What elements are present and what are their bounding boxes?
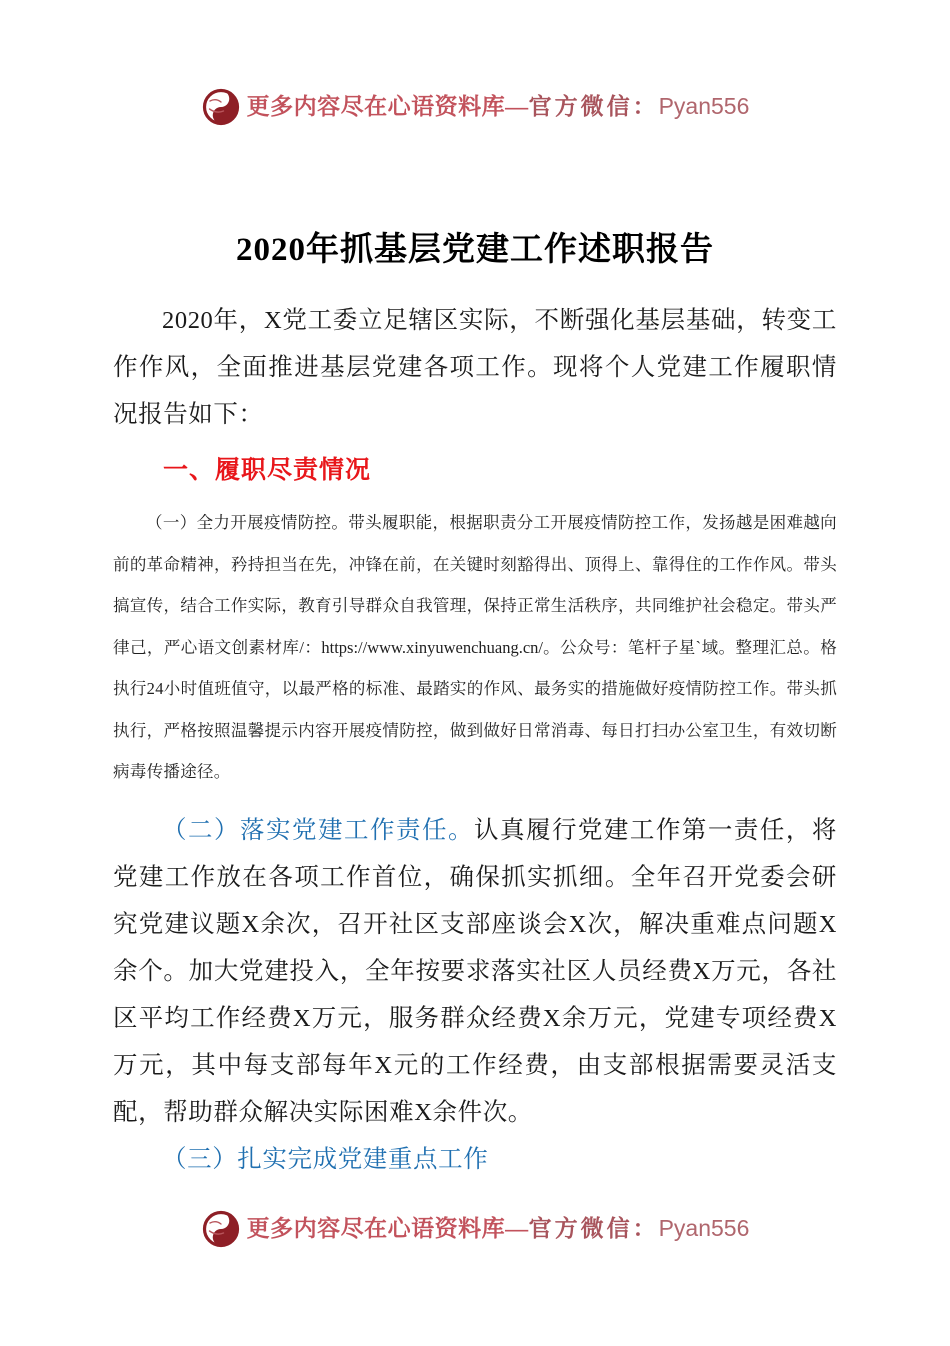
- subheading-item-three: （三）扎实完成党建重点工作: [162, 1145, 489, 1173]
- watermark-dash-bottom: —: [505, 1216, 529, 1241]
- watermark-text-top: [247, 86, 750, 127]
- source-url-text: https://www.xinyuwenchuang.cn/: [321, 637, 544, 657]
- paragraph-item-one: [113, 502, 837, 793]
- watermark-banner-top: [0, 86, 950, 127]
- paragraph-item-two: [113, 807, 837, 1136]
- item-two-body-text: 认真履行党建工作第一责任，将党建工作放在各项工作首位，确保抓实抓细。全年召开党委会研究党建议题X余次，召开社区支部座谈会X次，解决重难点问题X余个。加大党建投入，全年按要求落实社区人员经费X万元，各社区平均工作经费X万元，服务群众经费X余万元，党建专项经费X万元，其中每支部每年X元的工作经费，由支部根据需要灵活支配，帮助群众解决实际困难X余件次。: [113, 816, 837, 1126]
- watermark-handle-top: Pyan556: [658, 93, 750, 119]
- watermark-brand-top: 更多内容尽在心语资料库: [246, 94, 506, 119]
- subheading-item-two: （二）落实党建工作责任。: [162, 816, 474, 844]
- paragraph-intro: 2020年，X党工委立足辖区实际，不断强化基层基础，转变工作作风，全面推进基层党建各项工作。现将个人党建工作履职情况报告如下：: [113, 307, 837, 428]
- page-title: 2020年抓基层党建工作述职报告: [236, 232, 714, 268]
- xinyu-circular-logo-icon: [201, 87, 241, 127]
- watermark-handle-bottom: Pyan556: [658, 1215, 750, 1241]
- watermark-text-bottom: [247, 1208, 750, 1249]
- item-one-text-tail: 。公众号：笔杆子星`域。整理汇总。格执行24小时值班值守，以最严格的标准、最踏实的作风、最务实的措施做好疫情防控工作。带头抓执行，严格按照温馨提示内容开展疫情防控，做到做好日常消毒、每日打扫办公室卫生，有效切断病毒传播途径。: [113, 637, 837, 781]
- watermark-label-bottom: 官方微信：: [528, 1216, 659, 1241]
- xinyu-circular-logo-icon: [201, 1209, 241, 1249]
- paragraph-spacer: [113, 793, 837, 807]
- watermark-label-top: 官方微信：: [528, 94, 659, 119]
- watermark-dash-top: —: [505, 94, 529, 119]
- section-heading-one: 一、履职尽责情况: [163, 456, 372, 484]
- item-one-text-head: （一）全力开展疫情防控。带头履职能，根据职责分工开展疫情防控工作，发扬越是困难越向前的革命精神，矜持担当在先，冲锋在前，在关键时刻豁得出、顶得上、靠得住的工作作风。带头搞宣传，结合工作实际，教育引导群众自我管理，保持正常生活秩序，共同维护社会稳定。带头严律己，严心语文创素材库/：: [113, 513, 837, 657]
- document-body: [113, 215, 837, 1183]
- watermark-banner-bottom: [0, 1208, 950, 1249]
- watermark-brand-bottom: 更多内容尽在心语资料库: [246, 1216, 506, 1241]
